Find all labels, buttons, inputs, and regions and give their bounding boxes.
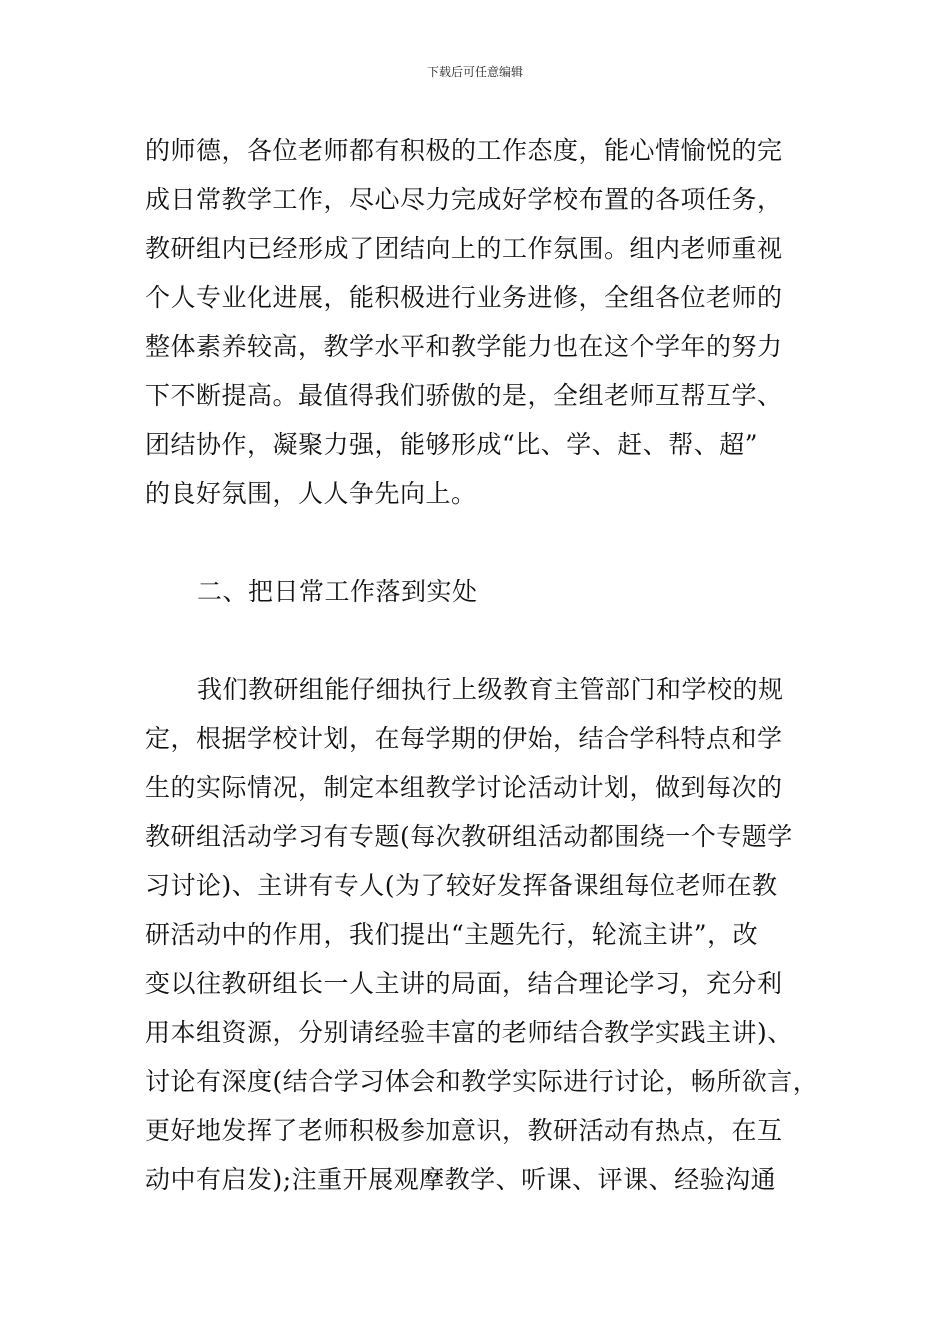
section-heading: 二、把日常工作落到实处 xyxy=(197,577,478,606)
paragraph-line: 整体素养较高，教学水平和教学能力也在这个学年的努力 xyxy=(145,332,783,361)
spacer xyxy=(145,616,825,665)
paragraph-line: 教研组活动学习有专题(每次教研组活动都围绕一个专题学 xyxy=(145,822,793,851)
paragraph-line: 的师德，各位老师都有积极的工作态度，能心情愉悦的完 xyxy=(145,136,783,165)
paragraph-1 xyxy=(145,126,825,518)
paragraph-line: 成日常教学工作，尽心尽力完成好学校布置的各项任务， xyxy=(145,185,783,214)
paragraph-line: 的良好氛围，人人争先向上。 xyxy=(145,479,477,508)
paragraph-line: 用本组资源，分别请经验丰富的老师结合教学实践主讲)、 xyxy=(145,1018,793,1047)
paragraph-line: 个人专业化进展，能积极进行业务进修，全组各位老师的 xyxy=(145,283,783,312)
page-header: 下载后可任意编辑 xyxy=(426,65,523,79)
paragraph-line: 习讨论)、主讲有专人(为了较好发挥备课组每位老师在教 xyxy=(145,871,778,900)
spacer xyxy=(145,518,825,567)
paragraph-line: 下不断提高。最值得我们骄傲的是，全组老师互帮互学、 xyxy=(145,381,783,410)
paragraph-line: 定，根据学校计划，在每学期的伊始，结合学科特点和学 xyxy=(145,724,783,753)
paragraph-line: 动中有启发);注重开展观摩教学、听课、评课、经验沟通 xyxy=(145,1165,777,1194)
paragraph-line: 团结协作，凝聚力强，能够形成“比、学、赶、帮、超” xyxy=(145,430,759,459)
paragraph-line: 生的实际情况，制定本组教学讨论活动计划，做到每次的 xyxy=(145,773,783,802)
paragraph-line: 更好地发挥了老师积极参加意识，教研活动有热点，在互 xyxy=(145,1116,783,1145)
paragraph-line: 变以往教研组长一人主讲的局面，结合理论学习，充分利 xyxy=(145,969,783,998)
paragraph-line: 教研组内已经形成了团结向上的工作氛围。组内老师重视 xyxy=(145,234,783,263)
paragraph-line: 我们教研组能仔细执行上级教育主管部门和学校的规 xyxy=(197,675,784,704)
paragraph-2 xyxy=(145,665,825,1204)
paragraph-line: 讨论有深度(结合学习体会和教学实际进行讨论，畅所欲言， xyxy=(145,1067,819,1096)
paragraph-line: 研活动中的作用，我们提出“主题先行，轮流主讲”，改 xyxy=(145,920,759,949)
document-body xyxy=(145,126,825,1204)
